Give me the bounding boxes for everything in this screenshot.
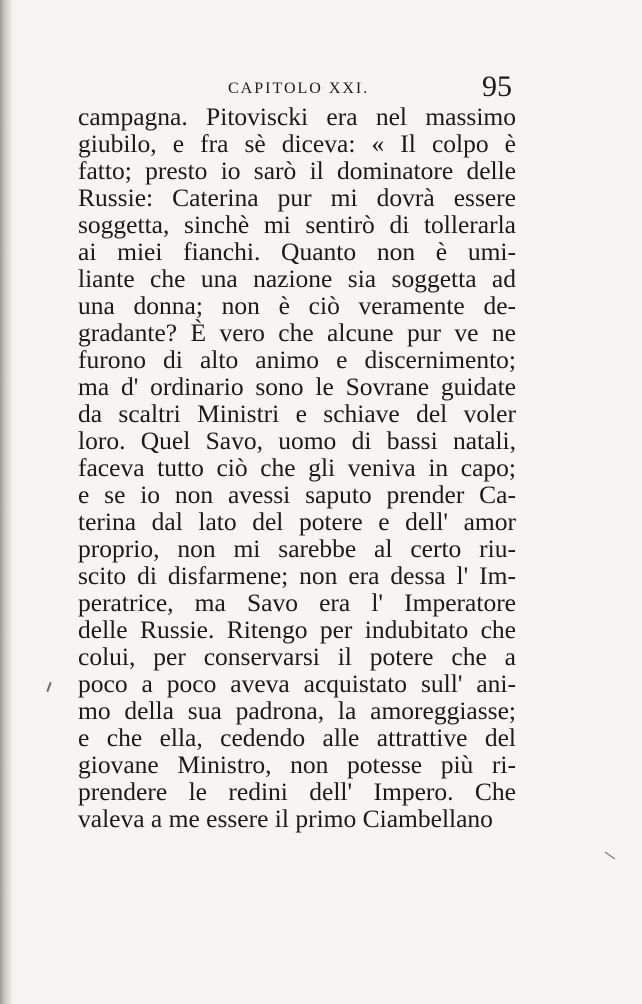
text-line: giovane Ministro, non potesse più ri- <box>78 750 516 779</box>
running-head: CAPITOLO XXI. <box>228 80 370 97</box>
text-line: da scaltri Ministri e schiave del voler <box>78 399 516 428</box>
text-line: campagna. Pitoviscki era nel massimo <box>78 102 516 131</box>
book-spine-shadow <box>0 0 12 1004</box>
text-line: colui, per conservarsi il potere che a <box>78 642 516 671</box>
text-line: prendere le redini dell' Impero. Che <box>78 777 516 806</box>
body-text <box>78 103 516 832</box>
text-line: peratrice, ma Savo era l' Imperatore <box>78 588 516 617</box>
text-line: e che ella, cedendo alle attrattive del <box>78 723 516 752</box>
text-line: liante che una nazione sia soggetta ad <box>78 264 516 293</box>
text-line: mo della sua padrona, la amoreggiasse; <box>78 696 516 725</box>
text-line: terina dal lato del potere e dell' amor <box>78 507 516 536</box>
text-line: e se io non avessi saputo prender Ca- <box>78 480 516 509</box>
text-line: delle Russie. Ritengo per indubitato che <box>78 615 516 644</box>
text-line: ma d' ordinario sono le Sovrane guidate <box>78 372 516 401</box>
text-line: una donna; non è ciò veramente de- <box>78 291 516 320</box>
text-line: soggetta, sinchè mi sentirò di tollerarla <box>78 210 516 239</box>
text-line: Russie: Caterina pur mi dovrà essere <box>78 183 516 212</box>
text-line: furono di alto animo e discernimento; <box>78 345 516 374</box>
text-line: poco a poco aveva acquistato sull' ani- <box>78 669 516 698</box>
page-number: 95 <box>482 70 512 103</box>
text-line: giubilo, e fra sè diceva: « Il colpo è <box>78 129 516 158</box>
text-line: scito di disfarmene; non era dessa l' Im- <box>78 561 516 590</box>
text-line: fatto; presto io sarò il dominatore delle <box>78 156 516 185</box>
text-line: gradante? È vero che alcune pur ve ne <box>78 318 516 347</box>
scan-speck <box>46 682 51 692</box>
text-line: valeva a me essere il primo Ciambellano <box>78 804 493 833</box>
text-line: faceva tutto ciò che gli veniva in capo; <box>78 453 516 482</box>
text-line: proprio, non mi sarebbe al certo riu- <box>78 534 516 563</box>
scan-speck <box>605 852 615 860</box>
text-line: loro. Quel Savo, uomo di bassi natali, <box>78 426 516 455</box>
text-line: ai miei fianchi. Quanto non è umi- <box>78 237 516 266</box>
